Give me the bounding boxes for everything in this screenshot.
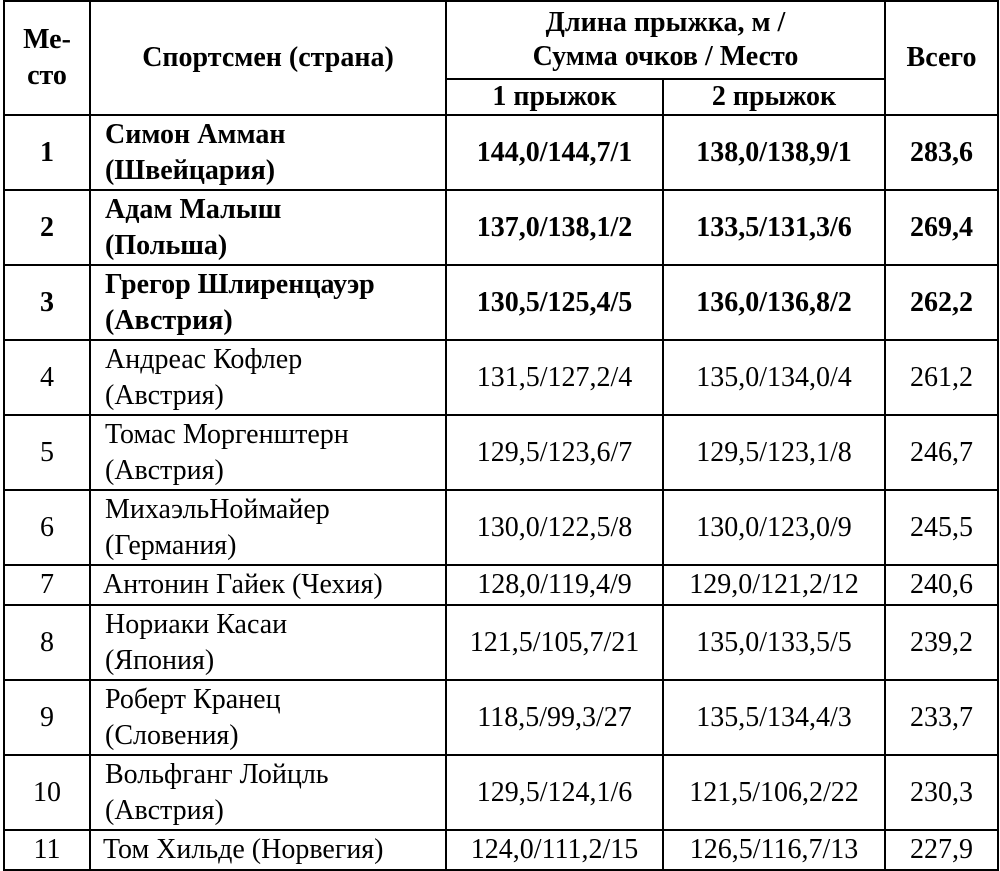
athlete-cell [90,415,446,490]
athlete-cell [90,190,446,265]
jump2-cell: 138,0/138,9/1 [663,115,885,190]
athlete-cell [90,265,446,340]
jump2-cell: 130,0/123,0/9 [663,490,885,565]
header-jump-group-line2: Сумма очков / Место [532,41,799,72]
table-row [4,190,998,265]
header-jump-group [446,1,885,79]
athlete-name: Роберт Кранец [105,683,281,715]
jump1-cell: 137,0/138,1/2 [446,190,663,265]
total-cell: 227,9 [885,830,998,870]
table-row [4,680,998,755]
athlete-cell [90,755,446,830]
table-row [4,755,998,830]
jump2-cell: 129,5/123,1/8 [663,415,885,490]
table-row [4,490,998,565]
athlete-cell: Антонин Гайек (Чехия) [90,565,446,605]
athlete-name: Нориаки Касаи [105,608,288,640]
place-cell: 8 [4,605,90,680]
athlete-cell [90,605,446,680]
athlete-country: (Германия) [105,529,237,561]
header-row [4,1,998,79]
place-cell: 2 [4,190,90,265]
jump2-cell: 135,5/134,4/3 [663,680,885,755]
header-place-line2: сто [27,60,67,91]
total-cell: 245,5 [885,490,998,565]
jump2-cell: 133,5/131,3/6 [663,190,885,265]
athlete-name: Адам Малыш [105,193,282,225]
athlete-name: Симон Амман [105,118,286,150]
total-cell: 230,3 [885,755,998,830]
table-row [4,265,998,340]
results-table [3,0,999,871]
athlete-cell: Том Хильде (Норвегия) [90,830,446,870]
athlete-name: Томас Моргенштерн [105,418,349,450]
place-cell: 4 [4,340,90,415]
athlete-name: МихаэльНоймайер [105,493,330,525]
table-row [4,830,998,870]
header-place-line1: Ме- [23,24,71,55]
header-total: Всего [885,1,998,115]
athlete-country: (Швейцария) [105,154,276,186]
athlete-cell [90,115,446,190]
jump1-cell: 121,5/105,7/21 [446,605,663,680]
jump1-cell: 118,5/99,3/27 [446,680,663,755]
table-row [4,340,998,415]
total-cell: 240,6 [885,565,998,605]
jump2-cell: 135,0/133,5/5 [663,605,885,680]
athlete-country: (Австрия) [105,379,224,411]
jump1-cell: 144,0/144,7/1 [446,115,663,190]
total-cell: 246,7 [885,415,998,490]
jump1-cell: 129,5/124,1/6 [446,755,663,830]
athlete-cell [90,490,446,565]
table-row [4,415,998,490]
jump2-cell: 129,0/121,2/12 [663,565,885,605]
place-cell: 10 [4,755,90,830]
athlete-name: Вольфганг Лойцль [105,758,329,790]
athlete-country: (Австрия) [105,454,224,486]
athlete-country: (Австрия) [105,794,224,826]
header-jump2: 2 прыжок [663,79,885,115]
jump1-cell: 128,0/119,4/9 [446,565,663,605]
place-cell: 11 [4,830,90,870]
place-cell: 7 [4,565,90,605]
place-cell: 5 [4,415,90,490]
athlete-cell [90,680,446,755]
header-athlete: Спортсмен (страна) [90,1,446,115]
jump2-cell: 126,5/116,7/13 [663,830,885,870]
place-cell: 9 [4,680,90,755]
athlete-country: (Словения) [105,719,239,751]
jump1-cell: 124,0/111,2/15 [446,830,663,870]
table-row [4,565,998,605]
athlete-country: (Австрия) [105,304,233,336]
total-cell: 261,2 [885,340,998,415]
header-place [4,1,90,115]
total-cell: 269,4 [885,190,998,265]
jump1-cell: 131,5/127,2/4 [446,340,663,415]
table-row [4,115,998,190]
jump2-cell: 121,5/106,2/22 [663,755,885,830]
jump2-cell: 135,0/134,0/4 [663,340,885,415]
athlete-cell [90,340,446,415]
jump1-cell: 130,0/122,5/8 [446,490,663,565]
total-cell: 283,6 [885,115,998,190]
jump1-cell: 129,5/123,6/7 [446,415,663,490]
header-jump-group-line1: Длина прыжка, м / [545,7,786,38]
jump1-cell: 130,5/125,4/5 [446,265,663,340]
table-row [4,605,998,680]
place-cell: 6 [4,490,90,565]
place-cell: 1 [4,115,90,190]
total-cell: 239,2 [885,605,998,680]
athlete-country: (Польша) [105,229,228,261]
total-cell: 233,7 [885,680,998,755]
jump2-cell: 136,0/136,8/2 [663,265,885,340]
athlete-name: Грегор Шлиренцауэр [105,268,375,300]
athlete-name: Андреас Кофлер [105,343,303,375]
total-cell: 262,2 [885,265,998,340]
athlete-country: (Япония) [105,644,215,676]
header-jump1: 1 прыжок [446,79,663,115]
place-cell: 3 [4,265,90,340]
